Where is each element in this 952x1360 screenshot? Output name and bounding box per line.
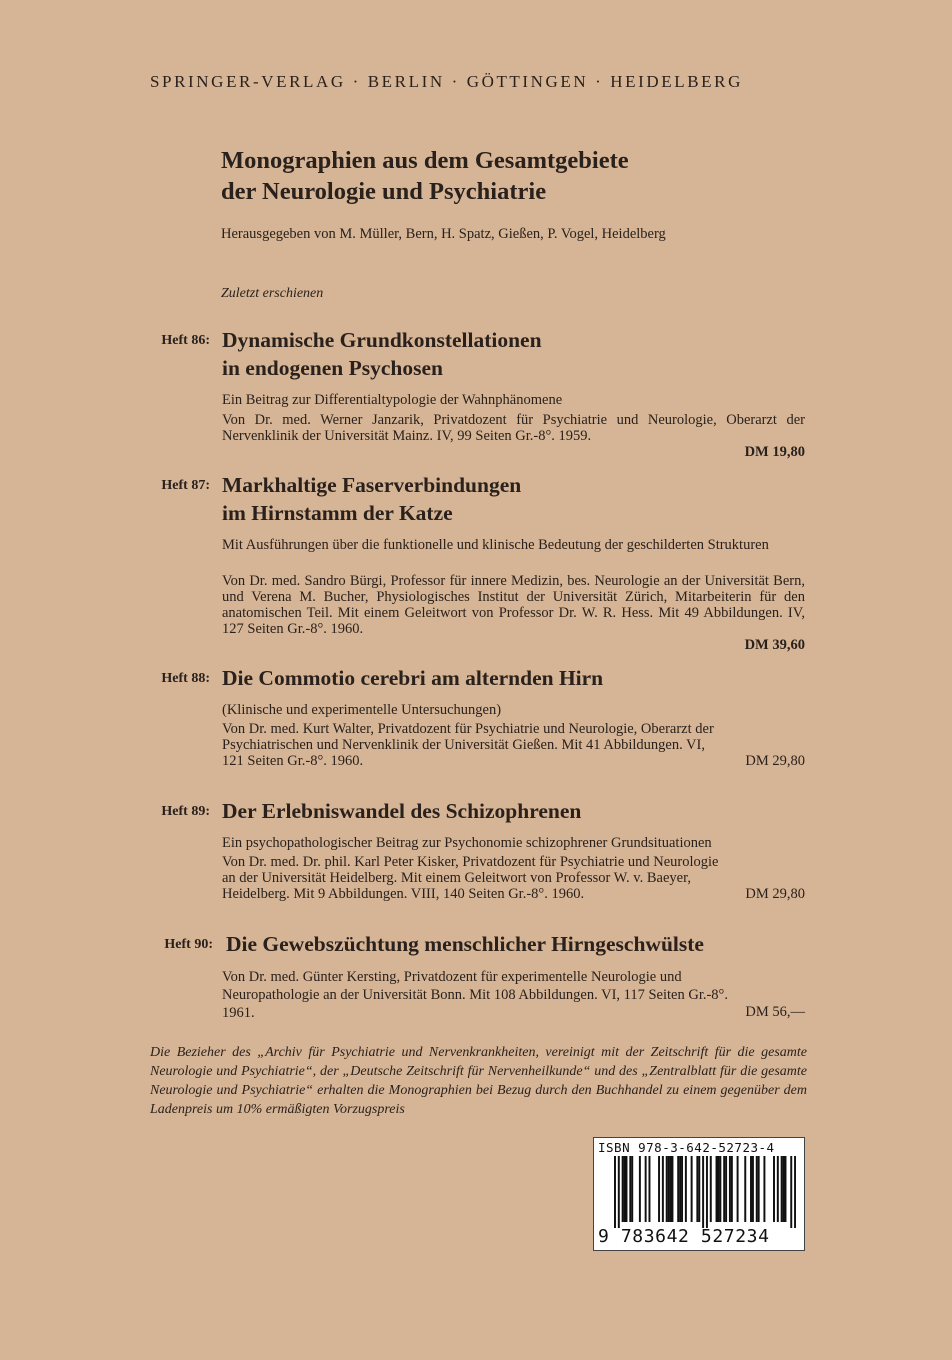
barcode-bar — [668, 1156, 670, 1222]
series-title-line-1: Monographien aus dem Gesamtgebiete — [221, 147, 629, 174]
entry-description: Von Dr. med. Sandro Bürgi, Professor für innere Medizin, bes. Neurologie an der Universität Bern, und Verena M. Bucher, Physiologisches Institut der Universität Zürich, Mitarbeiterin für den anatomischen Teil. Mit einem Geleitwort von Professor Dr. W. R. Hess. Mit 49 Abbildungen. IV, 127 Seiten Gr.-8°. 1960. — [222, 573, 805, 637]
barcode-bar — [710, 1156, 712, 1222]
barcode-bar — [696, 1156, 698, 1222]
barcode-bar — [794, 1156, 796, 1228]
barcode-bar — [758, 1156, 760, 1222]
entry-title — [222, 471, 812, 527]
barcode-bar — [729, 1156, 731, 1222]
entry-title — [222, 797, 812, 825]
entry-title — [222, 664, 812, 692]
entry-description: Von Dr. med. Dr. phil. Karl Peter Kisker, Privatdozent für Psychiatrie und Neurologie an der Universität Heidelberg. Mit einem Geleitwort von Professor W. v. Baeyer, Heidelberg. Mit 9 Abbildungen. VIII, 140 Seiten Gr.-8°. 1960. — [222, 854, 719, 902]
barcode-bar — [763, 1156, 765, 1222]
barcode-bar — [658, 1156, 660, 1222]
isbn-label: ISBN 978-3-642-52723-4 — [598, 1140, 775, 1155]
barcode-bar — [716, 1156, 718, 1222]
barcode-bar — [698, 1156, 700, 1222]
entry-description: Von Dr. med. Kurt Walter, Privatdozent für Psychiatrie und Neurologie, Oberarzt der Psychiatrischen und Nervenklinik der Universität Gießen. Mit 41 Abbildungen. VI, 121 Seiten Gr.-8°. 1960. — [222, 721, 714, 769]
entry-title-line-1: Der Erlebniswandel des Schizophrenen — [222, 799, 582, 823]
entry-price: DM 19,80 — [744, 444, 805, 460]
barcode-bar — [783, 1156, 785, 1222]
barcode-bar — [781, 1156, 783, 1222]
ean-digits: 9 783642 527234 — [598, 1226, 770, 1247]
entry-title-line-1: Markhaltige Faserverbindungen — [222, 473, 522, 497]
barcode-bar — [706, 1156, 708, 1228]
barcode-bar — [691, 1156, 693, 1222]
barcode-bar — [679, 1156, 681, 1222]
barcode-bar — [624, 1156, 626, 1222]
barcode-bar — [790, 1156, 792, 1228]
barcode-bar — [614, 1156, 616, 1228]
barcode-bar — [677, 1156, 679, 1222]
entry-title-line-2: im Hirnstamm der Katze — [222, 501, 453, 525]
publisher-line: SPRINGER-VERLAG · BERLIN · GÖTTINGEN · HEIDELBERG — [150, 72, 743, 91]
barcode-bar — [752, 1156, 754, 1222]
series-title — [221, 145, 821, 207]
barcode-bar — [702, 1156, 704, 1228]
barcode-bar — [639, 1156, 641, 1222]
barcode-bar — [719, 1156, 721, 1222]
isbn-barcode-box — [593, 1137, 805, 1251]
barcode-bar — [717, 1156, 719, 1222]
entry-subtitle: (Klinische und experimentelle Untersuchungen) — [222, 702, 502, 718]
barcode-bar — [622, 1156, 624, 1222]
entry-title-line-1: Dynamische Grundkonstellationen — [222, 328, 542, 352]
entry-price: DM 39,60 — [744, 637, 805, 653]
barcode-bar — [648, 1156, 650, 1222]
entry-subtitle: Ein Beitrag zur Differentialtypologie der Wahnphänomene — [222, 392, 563, 408]
series-editors: Herausgegeben von M. Müller, Bern, H. Spatz, Gießen, P. Vogel, Heidelberg — [221, 226, 666, 242]
entry-price: DM 56,— — [745, 1004, 805, 1020]
series-title-line-2: der Neurologie und Psychiatrie — [221, 178, 547, 205]
entry-title-line-2: in endogenen Psychosen — [222, 356, 444, 380]
entry-subtitle: Ein psychopathologischer Beitrag zur Psychonomie schizophrener Grundsituationen — [222, 835, 712, 851]
subscriber-note: Die Bezieher des „Archiv für Psychiatrie und Nervenkrankheiten, vereinigt mit der Zeitschrift für die gesamte Neurologie und Psychiatrie“, der „Deutsche Zeitschrift für Nervenheilkunde“ und des „Zentralblatt für die gesamte Neurologie und Psychiatrie“ erhalten die Monographien bei Bezug durch den Buchhandel zu einem gegenüber dem Ladenpreis um 10% ermäßigten Vorzugspreis — [150, 1045, 807, 1117]
entry-subtitle: Mit Ausführungen über die funktionelle und klinische Bedeutung der geschilderten Strukturen — [222, 537, 769, 553]
entry-title-line-1: Die Commotio cerebri am alternden Hirn — [222, 666, 604, 690]
entry-title — [222, 326, 812, 382]
barcode-bar — [671, 1156, 673, 1222]
barcode-bar — [681, 1156, 683, 1222]
recent-label: Zuletzt erschienen — [221, 286, 324, 301]
barcode-bar — [725, 1156, 727, 1222]
barcode-bar — [629, 1156, 631, 1222]
barcode-bar — [750, 1156, 752, 1222]
heft-number: Heft 87: — [161, 478, 210, 493]
entry-price: DM 29,80 — [745, 886, 805, 902]
barcode-bar — [645, 1156, 647, 1222]
heft-number: Heft 88: — [161, 671, 210, 686]
barcode-bar — [618, 1156, 620, 1228]
entry-description: Von Dr. med. Günter Kersting, Privatdozent für experimentelle Neurologie und Neuropathologie an der Universität Bonn. Mit 108 Abbildungen. VI, 117 Seiten Gr.-8°. 1961. — [222, 969, 728, 1021]
heft-number: Heft 89: — [161, 804, 210, 819]
barcode-bar — [625, 1156, 627, 1222]
barcode-bar — [723, 1156, 725, 1222]
barcode-bar — [731, 1156, 733, 1222]
barcode-bar — [737, 1156, 739, 1222]
barcode-bar — [744, 1156, 746, 1222]
heft-number: Heft 86: — [161, 333, 210, 348]
barcode-bar — [631, 1156, 633, 1222]
entry-title-line-1: Die Gewebszüchtung menschlicher Hirngeschwülste — [226, 932, 704, 956]
barcode-bar — [662, 1156, 664, 1222]
heft-number: Heft 90: — [164, 937, 213, 952]
barcode-bar — [670, 1156, 672, 1222]
barcode — [614, 1156, 796, 1228]
barcode-bar — [685, 1156, 687, 1222]
barcode-bar — [756, 1156, 758, 1222]
barcode-bar — [785, 1156, 787, 1222]
barcode-bar — [773, 1156, 775, 1222]
entry-title — [226, 930, 826, 958]
entry-price: DM 29,80 — [745, 753, 805, 769]
entry-description: Von Dr. med. Werner Janzarik, Privatdozent für Psychiatrie und Neurologie, Oberarzt der Nervenklinik der Universität Mainz. IV, 99 Seiten Gr.-8°. 1959. — [222, 412, 805, 444]
barcode-bar — [777, 1156, 779, 1222]
barcode-bar — [666, 1156, 668, 1222]
